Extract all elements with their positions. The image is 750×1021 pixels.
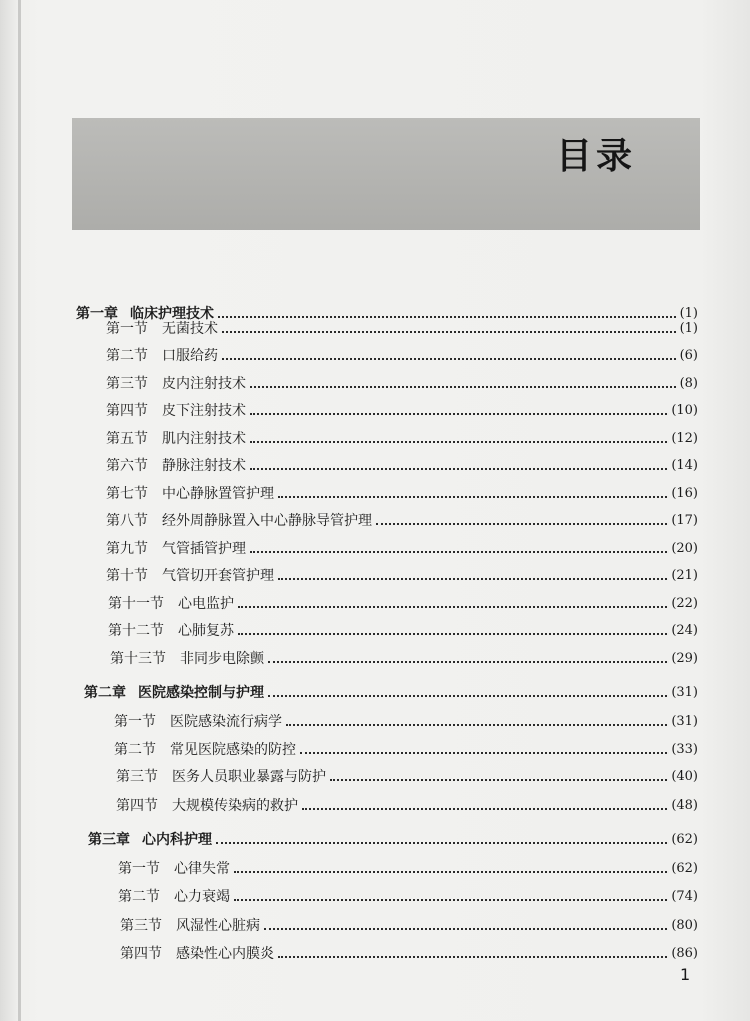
section-title: 心肺复苏	[178, 623, 234, 639]
section-title: 心电监护	[178, 596, 234, 612]
section-title: 感染性心内膜炎	[176, 946, 274, 962]
chapter-title: 心内科护理	[142, 832, 212, 848]
chapter-label: 第二章	[84, 685, 126, 701]
leader-dots	[264, 926, 667, 930]
leader-dots	[222, 356, 676, 360]
toc-section[interactable]	[118, 884, 698, 908]
toc-section[interactable]	[106, 343, 698, 367]
section-title: 皮内注射技术	[162, 376, 246, 392]
toc-section[interactable]	[118, 856, 698, 880]
toc-section[interactable]	[120, 913, 698, 937]
section-label: 第三节	[116, 769, 158, 785]
section-title: 心律失常	[174, 861, 230, 877]
toc-section[interactable]	[106, 398, 698, 422]
toc-section[interactable]	[106, 371, 698, 395]
section-label: 第十一节	[108, 596, 164, 612]
section-label: 第一节	[114, 714, 156, 730]
toc-section[interactable]	[108, 618, 698, 642]
toc-section[interactable]	[108, 591, 698, 615]
toc-section[interactable]	[114, 709, 698, 733]
section-page: (48)	[671, 797, 698, 813]
section-title: 气管插管护理	[162, 541, 246, 557]
section-label: 第十节	[106, 568, 148, 584]
section-page: (20)	[671, 540, 698, 556]
section-label: 第十二节	[108, 623, 164, 639]
leader-dots	[376, 521, 667, 525]
leader-dots	[300, 750, 667, 754]
section-page: (21)	[671, 567, 698, 583]
section-title: 气管切开套管护理	[162, 568, 274, 584]
section-title: 常见医院感染的防控	[170, 742, 296, 758]
section-title: 口服给药	[162, 348, 218, 364]
section-title: 经外周静脉置入中心静脉导管护理	[162, 513, 372, 529]
section-page: (29)	[671, 650, 698, 666]
section-page: (14)	[671, 457, 698, 473]
leader-dots	[250, 466, 667, 470]
section-page: (16)	[671, 485, 698, 501]
toc-section[interactable]	[110, 646, 698, 670]
section-page: (80)	[671, 917, 698, 933]
chapter-page: (31)	[671, 684, 698, 700]
chapter-title: 临床护理技术	[130, 306, 214, 322]
section-title: 中心静脉置管护理	[162, 486, 274, 502]
leader-dots	[238, 604, 667, 608]
section-title: 医务人员职业暴露与防护	[172, 769, 326, 785]
toc-section[interactable]	[106, 426, 698, 450]
section-label: 第二节	[118, 889, 160, 905]
leader-dots	[286, 722, 667, 726]
section-label: 第四节	[120, 946, 162, 962]
chapter-page: (62)	[671, 831, 698, 847]
section-page: (12)	[671, 430, 698, 446]
section-page: (62)	[671, 860, 698, 876]
chapter-label: 第一章	[76, 306, 118, 322]
leader-dots	[250, 411, 667, 415]
chapter-title: 医院感染控制与护理	[138, 685, 264, 701]
leader-dots	[238, 631, 667, 635]
section-page: (10)	[671, 402, 698, 418]
toc-chapter-3[interactable]	[88, 827, 698, 851]
section-title: 静脉注射技术	[162, 458, 246, 474]
leader-dots	[250, 439, 667, 443]
toc-title: 目录	[556, 136, 637, 177]
section-title: 无菌技术	[162, 321, 218, 337]
toc-section[interactable]	[106, 481, 698, 505]
section-label: 第二节	[114, 742, 156, 758]
leader-dots	[250, 549, 667, 553]
section-page: (40)	[671, 768, 698, 784]
section-page: (6)	[679, 347, 698, 363]
page-number: 1	[680, 965, 691, 984]
section-label: 第四节	[106, 403, 148, 419]
section-label: 第三节	[120, 918, 162, 934]
section-title: 大规模传染病的救护	[172, 798, 298, 814]
section-label: 第七节	[106, 486, 148, 502]
section-label: 第九节	[106, 541, 148, 557]
leader-dots	[330, 777, 667, 781]
section-page: (86)	[671, 945, 698, 961]
leader-dots	[268, 659, 667, 663]
section-title: 心力衰竭	[174, 889, 230, 905]
leader-dots	[278, 494, 667, 498]
section-label: 第一节	[106, 321, 148, 337]
toc-section[interactable]	[114, 737, 698, 761]
section-label: 第六节	[106, 458, 148, 474]
leader-dots	[222, 329, 676, 333]
leader-dots	[268, 693, 667, 697]
toc-section[interactable]	[116, 764, 698, 788]
leader-dots	[234, 869, 667, 873]
chapter-label: 第三章	[88, 832, 130, 848]
toc-section[interactable]	[120, 941, 698, 965]
leader-dots	[216, 840, 667, 844]
section-label: 第一节	[118, 861, 160, 877]
toc-section[interactable]	[106, 536, 698, 560]
section-page: (17)	[671, 512, 698, 528]
toc-section[interactable]	[106, 453, 698, 477]
toc-chapter-2[interactable]	[84, 680, 698, 704]
leader-dots	[278, 954, 667, 958]
section-page: (8)	[679, 375, 698, 391]
section-page: (31)	[671, 713, 698, 729]
section-title: 非同步电除颤	[180, 651, 264, 667]
section-label: 第二节	[106, 348, 148, 364]
toc-section[interactable]	[116, 793, 698, 817]
section-label: 第八节	[106, 513, 148, 529]
section-page: (22)	[671, 595, 698, 611]
leader-dots	[302, 806, 667, 810]
section-title: 医院感染流行病学	[170, 714, 282, 730]
section-page: (74)	[671, 888, 698, 904]
section-label: 第十三节	[110, 651, 166, 667]
leader-dots	[234, 897, 667, 901]
leader-dots	[278, 576, 667, 580]
section-page: (24)	[671, 622, 698, 638]
section-label: 第四节	[116, 798, 158, 814]
section-label: 第三节	[106, 376, 148, 392]
section-title: 风湿性心脏病	[176, 918, 260, 934]
toc-section[interactable]	[106, 508, 698, 532]
leader-dots	[250, 384, 676, 388]
chapter-page: (1)	[679, 305, 698, 321]
section-page: (33)	[671, 741, 698, 757]
toc-section[interactable]	[106, 563, 698, 587]
section-title: 皮下注射技术	[162, 403, 246, 419]
section-title: 肌内注射技术	[162, 431, 246, 447]
section-page: (1)	[679, 320, 698, 336]
section-label: 第五节	[106, 431, 148, 447]
toc-section[interactable]	[106, 316, 698, 340]
